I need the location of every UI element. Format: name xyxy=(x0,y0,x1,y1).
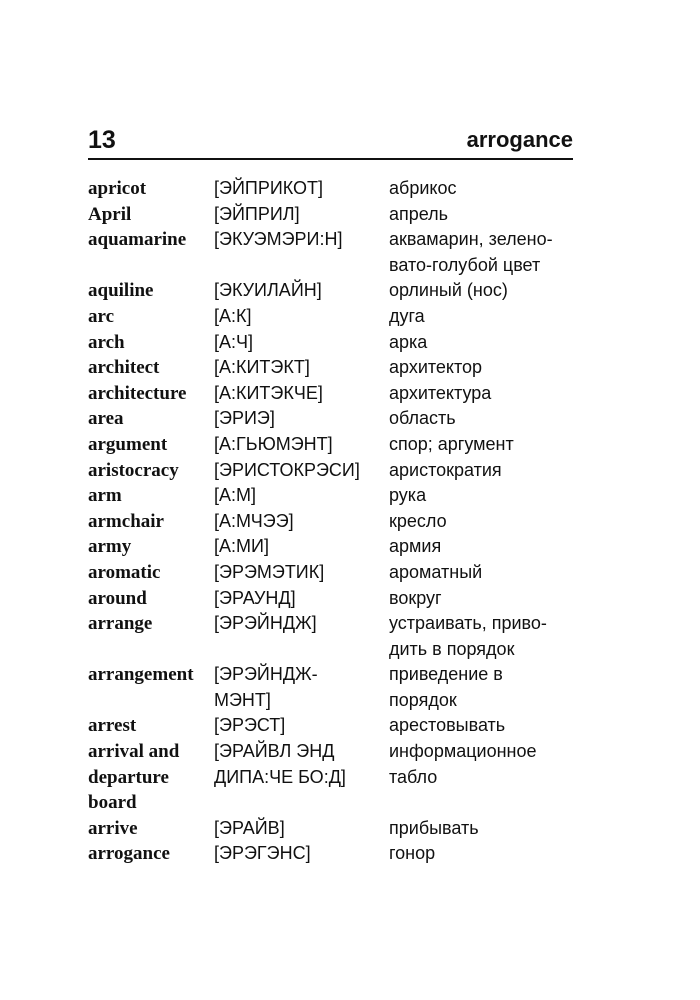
dictionary-entry xyxy=(88,713,588,739)
entry-pronunciation: [А:МЧЭЭ] xyxy=(214,510,294,531)
entry-translation: архитектор xyxy=(389,357,483,378)
entry-translation: арка xyxy=(389,331,428,352)
entry-pronunciation: [ЭЙПРИКОТ] xyxy=(214,178,324,198)
dictionary-entry xyxy=(88,586,588,612)
entry-translation: архитектура xyxy=(389,382,492,403)
dictionary-entry xyxy=(88,560,588,586)
entry-word: arrive xyxy=(88,817,138,839)
entry-pronunciation: [ЭРАЙВЛ ЭНД ДИПА:ЧЕ БО:Д] xyxy=(214,741,346,787)
entry-word: arc xyxy=(88,305,115,327)
dictionary-entry xyxy=(88,509,588,535)
entry-word: April xyxy=(88,203,132,225)
running-head: arrogance xyxy=(466,127,573,152)
dictionary-entry xyxy=(88,278,588,304)
entry-word: arrogance xyxy=(88,843,170,865)
entry-translation: вокруг xyxy=(389,587,442,608)
entry-word: armchair xyxy=(88,510,164,532)
entry-pronunciation: [ЭРЭСТ] xyxy=(214,715,286,736)
entry-word: around xyxy=(88,587,147,609)
entry-word: architecture xyxy=(88,382,187,404)
dictionary-entry xyxy=(88,662,588,713)
dictionary-entry xyxy=(88,841,588,867)
dictionary-entry xyxy=(88,304,588,330)
entry-translation: дуга xyxy=(389,305,425,326)
dictionary-entry xyxy=(88,202,588,228)
dictionary-entry xyxy=(88,432,588,458)
entry-pronunciation: [А:Ч] xyxy=(214,331,254,352)
entry-word: army xyxy=(88,536,132,558)
dictionary-entry xyxy=(88,406,588,432)
entry-translation: абрикос xyxy=(389,178,457,198)
entry-translation: армия xyxy=(389,536,442,557)
entry-translation: область xyxy=(389,408,456,429)
dictionary-entries xyxy=(88,176,588,867)
entry-pronunciation: [А:КИТЭКТ] xyxy=(214,357,310,378)
entry-translation: аквамарин, зелено- вато-голубой цвет xyxy=(389,229,553,275)
entry-translation: рука xyxy=(389,485,427,506)
entry-translation: орлиный (нос) xyxy=(389,280,508,301)
entry-pronunciation: [ЭЙПРИЛ] xyxy=(214,203,300,224)
dictionary-entry xyxy=(88,534,588,560)
dictionary-entry xyxy=(88,816,588,842)
dictionary-entry xyxy=(88,611,588,662)
entry-word: arm xyxy=(88,485,122,507)
entry-word: arch xyxy=(88,331,125,353)
dictionary-entry xyxy=(88,227,588,278)
entry-pronunciation: [ЭРЭМЭТИК] xyxy=(214,561,325,582)
entry-translation: устраивать, приво- дить в порядок xyxy=(389,613,547,659)
dictionary-entry xyxy=(88,355,588,381)
entry-word: arrival and departure board xyxy=(88,741,180,814)
entry-pronunciation: [ЭРЭЙНДЖ] xyxy=(214,613,317,634)
entry-word: area xyxy=(88,408,124,430)
entry-pronunciation: [ЭРЭЙНДЖ- МЭНТ] xyxy=(214,664,318,710)
entry-word: aristocracy xyxy=(88,459,179,481)
entry-translation: гонор xyxy=(389,843,436,864)
entry-pronunciation: [А:М] xyxy=(214,485,257,506)
entry-word: aromatic xyxy=(88,561,161,583)
entry-translation: ароматный xyxy=(389,561,483,582)
entry-word: arrangement xyxy=(88,664,194,686)
entry-word: argument xyxy=(88,433,168,455)
entry-pronunciation: [ЭКУЭМЭРИ:Н] xyxy=(214,229,343,250)
dictionary-entry xyxy=(88,458,588,484)
entry-translation: информационное табло xyxy=(389,741,537,787)
entry-pronunciation: [ЭРАЙВ] xyxy=(214,817,285,838)
entry-translation: спор; аргумент xyxy=(389,433,514,454)
entry-word: architect xyxy=(88,357,160,379)
entry-pronunciation: [ЭРИЭ] xyxy=(214,408,275,429)
entry-pronunciation: [ЭКУИЛАЙН] xyxy=(214,280,322,301)
entry-pronunciation: [А:МИ] xyxy=(214,536,269,557)
entry-translation: арестовывать xyxy=(389,715,506,736)
entry-word: aquiline xyxy=(88,280,154,302)
entry-word: arrange xyxy=(88,613,153,635)
entry-pronunciation: [А:КИТЭКЧЕ] xyxy=(214,382,323,403)
entry-pronunciation: [ЭРИСТОКРЭСИ] xyxy=(214,459,360,480)
page-number: 13 xyxy=(88,126,116,154)
entry-translation: апрель xyxy=(389,203,449,224)
page-header xyxy=(88,120,573,160)
entry-translation: прибывать xyxy=(389,817,479,838)
dictionary-entry xyxy=(88,483,588,509)
entry-pronunciation: [А:ГЬЮМЭНТ] xyxy=(214,433,333,454)
entry-pronunciation: [А:К] xyxy=(214,305,252,326)
entry-translation: кресло xyxy=(389,510,447,531)
dictionary-entry xyxy=(88,739,588,816)
dictionary-entry xyxy=(88,330,588,356)
entry-pronunciation: [ЭРЭГЭНС] xyxy=(214,843,311,864)
entry-word: arrest xyxy=(88,715,137,737)
entry-word: apricot xyxy=(88,178,147,199)
dictionary-entry xyxy=(88,381,588,407)
dictionary-entry xyxy=(88,176,588,202)
entry-pronunciation: [ЭРАУНД] xyxy=(214,587,296,608)
entry-translation: аристократия xyxy=(389,459,502,480)
entry-translation: приведение в порядок xyxy=(389,664,503,710)
entry-word: aquamarine xyxy=(88,229,187,251)
